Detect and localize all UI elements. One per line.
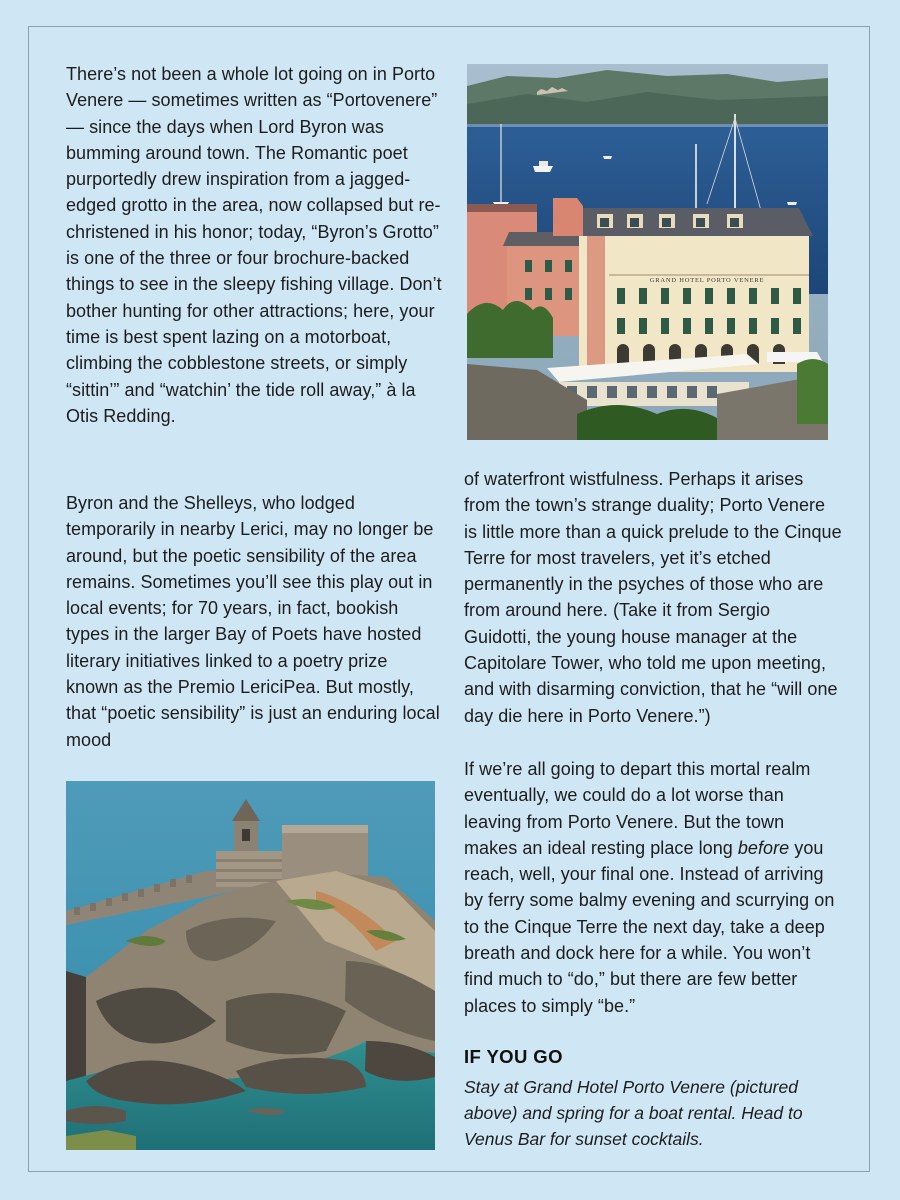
if-you-go-heading: IF YOU GO	[464, 1046, 563, 1067]
grand-hotel-photo	[467, 64, 828, 440]
article-paragraph-2: Byron and the Shelleys, who lodged temporarily in nearby Lerici, may no longer be around, but the poetic sensibility of the area remains. Sometimes you’ll see this play out in local events; for 70 years, in fact, bookish types in the larger Bay of Poets have hosted literary initiatives linked to a poetry prize known as the Premio LericiPea. But mostly, that “poetic sensibility” is just an enduring local mood	[66, 493, 440, 750]
paragraph-4-text-b: you reach, well, your final one. Instead of arriving by ferry some balmy evening and scurrying on to the Cinque Terre the next day, take a deep breath and dock here for a while. You won’t find much to “do,” but there are few better places to simply “be.”	[464, 837, 835, 1016]
paragraph-4-emphasis: before	[737, 837, 790, 858]
if-you-go-note: Stay at Grand Hotel Porto Venere (pictured above) and spring for a boat rental. Head to Venus Bar for sunset cocktails.	[464, 1077, 803, 1149]
article-paragraph-1: There’s not been a whole lot going on in Porto Venere — sometimes written as “Portovenere” — since the days when Lord Byron was bumming around town. The Romantic poet purportedly drew inspiration from a jagged-edged grotto in the area, now collapsed but re-christened in his honor; today, “Byron’s Grotto” is one of the three or four brochure-backed things to see in the sleepy fishing village. Don’t bother hunting for other attractions; here, your time is best spent lazing on a motorboat, climbing the cobblestone streets, or simply “sittin’” and “watchin’ the tide roll away,” à la Otis Redding.	[66, 64, 442, 426]
article-paragraph-3: of waterfront wistfulness. Perhaps it arises from the town’s strange duality; Porto Venere is little more than a quick prelude to the Cinque Terre for most travelers, yet it’s etched permanently in the psyches of those who are from around here. (Take it from Sergio Guidotti, the young house manager at the Capitolare Tower, who told me upon meeting, and with disarming conviction, that he “will one day die here in Porto Venere.”)	[464, 469, 842, 726]
church-rocks-photo	[66, 781, 435, 1150]
article-paragraph-4	[464, 756, 842, 1019]
paragraph-4-text-a: If we’re all going to depart this mortal realm eventually, we could do a lot worse than leaving from Porto Venere. But the town makes an ideal resting place long	[464, 759, 811, 858]
hotel-sign: GRAND HOTEL PORTO VENERE	[649, 277, 765, 284]
